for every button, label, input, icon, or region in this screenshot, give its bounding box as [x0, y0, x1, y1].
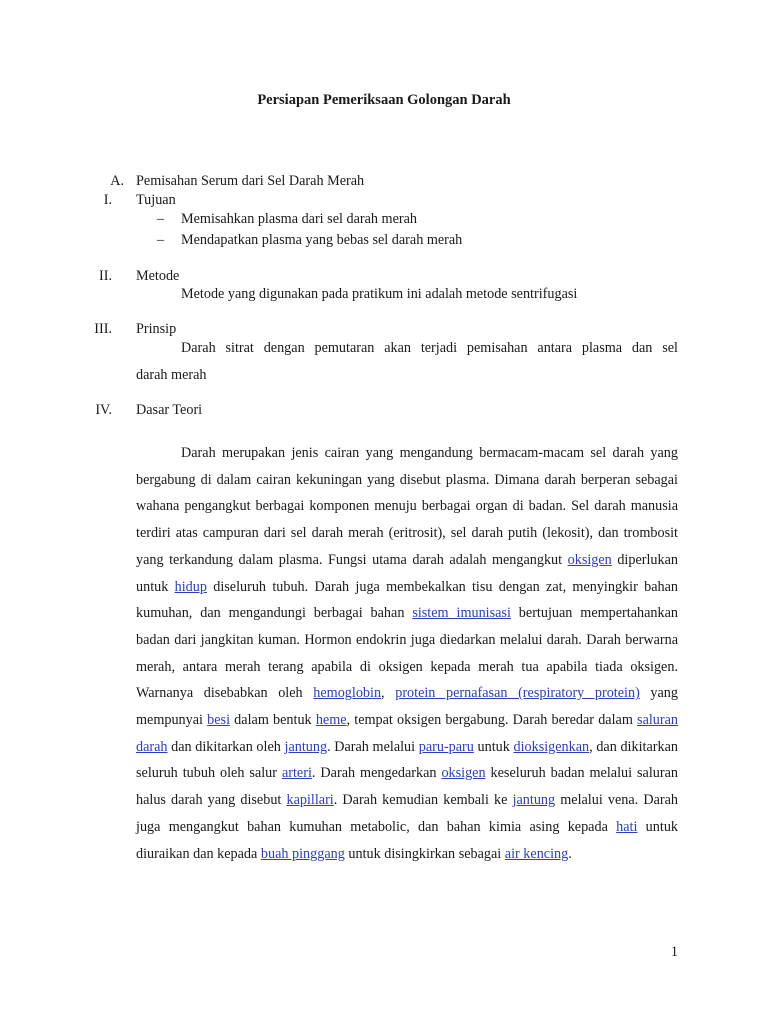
text-run: , tempat oksigen bergabung. Darah beredar dalam [346, 712, 638, 729]
text-run: diperlukan untuk [136, 551, 678, 595]
text-run: melalui vena. Darah juga mengangkut bahan kumuhan metabolic, dan bahan kimia asing kepada [136, 792, 678, 835]
metode-heading: Metode [136, 268, 180, 284]
text-run: , dan dikitarkan seluruh tubuh oleh salur [136, 738, 678, 782]
link-jantung[interactable]: jantung [284, 738, 328, 755]
text-run: . Darah kemudian kembali ke [333, 792, 513, 809]
text-run: , [381, 685, 396, 702]
text-run: untuk diuraikan dan kepada [136, 818, 679, 862]
prinsip-marker: III. [94, 321, 112, 337]
link-air-kencing[interactable]: air kencing [504, 845, 569, 862]
dasar-teori-paragraph [136, 440, 678, 867]
link-hemoglobin[interactable]: hemoglobin [313, 685, 382, 702]
bullet-dash: – [157, 211, 165, 227]
metode-marker: II. [99, 268, 112, 284]
link-buah-pinggang[interactable]: buah pinggang [260, 845, 345, 862]
bullet-dash: – [157, 232, 165, 248]
link-hati[interactable]: hati [616, 818, 638, 835]
dasar-teori-heading: Dasar Teori [136, 402, 203, 418]
text-run: untuk disingkirkan sebagai [344, 845, 505, 862]
page-number: 1 [670, 944, 678, 960]
link-saluran-darah[interactable]: saluran darah [136, 712, 679, 755]
link-oksigen-2[interactable]: oksigen [441, 765, 486, 782]
section-a-heading: Pemisahan Serum dari Sel Darah Merah [136, 173, 365, 189]
dasar-teori-marker: IV. [95, 402, 112, 418]
section-a-marker: A. [110, 173, 124, 189]
text-run: Darah merupakan jenis cairan yang mengandung bermacam-macam sel darah yang bergabung di dalam cairan kekuningan yang disebut plasma. Dimana darah berperan sebagai wahana pengangkut berbagai komponen menuju berbagai organ di badan. Sel darah manusia terdiri atas campuran dari sel darah merah (eritrosit), sel darah putih (lekosit), dan trombosit yang terkandung dalam plasma. Fungsi utama darah adalah mengangkut [136, 445, 678, 568]
link-sistem-imunisasi[interactable]: sistem imunisasi [412, 605, 511, 622]
text-run: bertujuan mempertahankan badan dari jangkitan kuman. Hormon endokrin juga diedarkan melalui darah. Darah berwarna merah, antara merah terang apabila di oksigen kepada merah tua apabila tiada oksigen. Warnanya disebabkan oleh [136, 605, 678, 702]
tujuan-heading: Tujuan [136, 192, 176, 208]
page-title: Persiapan Pemeriksaan Golongan Darah [257, 92, 511, 108]
tujuan-marker: I. [103, 192, 112, 208]
tujuan-item-1: Memisahkan plasma dari sel darah merah [181, 211, 417, 227]
link-kapillari[interactable]: kapillari [286, 792, 334, 809]
tujuan-item-2: Mendapatkan plasma yang bebas sel darah merah [181, 232, 463, 248]
link-oksigen[interactable]: oksigen [567, 551, 612, 568]
prinsip-line-2: darah merah [136, 367, 207, 383]
link-arteri[interactable]: arteri [281, 765, 312, 782]
link-paru-paru[interactable]: paru-paru [418, 738, 474, 755]
link-jantung-2[interactable]: jantung [512, 792, 556, 809]
text-run: yang mempunyai [136, 685, 678, 729]
text-run: . [568, 845, 572, 862]
prinsip-line-1: Darah sitrat dengan pemutaran akan terjadi pemisahan antara plasma dan sel [181, 340, 678, 356]
prinsip-heading: Prinsip [136, 321, 177, 337]
link-dioksigenkan[interactable]: dioksigenkan [513, 738, 590, 755]
text-run: dan dikitarkan oleh [167, 738, 285, 755]
metode-text: Metode yang digunakan pada pratikum ini adalah metode sentrifugasi [181, 286, 578, 302]
link-hidup[interactable]: hidup [174, 578, 207, 595]
text-run: keseluruh badan melalui saluran halus darah yang disebut [136, 765, 678, 809]
link-besi[interactable]: besi [207, 712, 231, 729]
text-run: . Darah melalui [327, 738, 419, 755]
text-run: untuk [473, 738, 514, 755]
link-protein-pernafasan[interactable]: protein pernafasan (respiratory protein) [395, 685, 640, 702]
link-heme[interactable]: heme [315, 712, 347, 729]
text-run: dalam bentuk [230, 712, 316, 729]
text-run: . Darah mengedarkan [311, 765, 442, 782]
text-run: diseluruh tubuh. Darah juga membekalkan tisu dengan zat, menyingkir bahan kumuhan, dan mengandungi berbagai bahan [136, 578, 678, 622]
